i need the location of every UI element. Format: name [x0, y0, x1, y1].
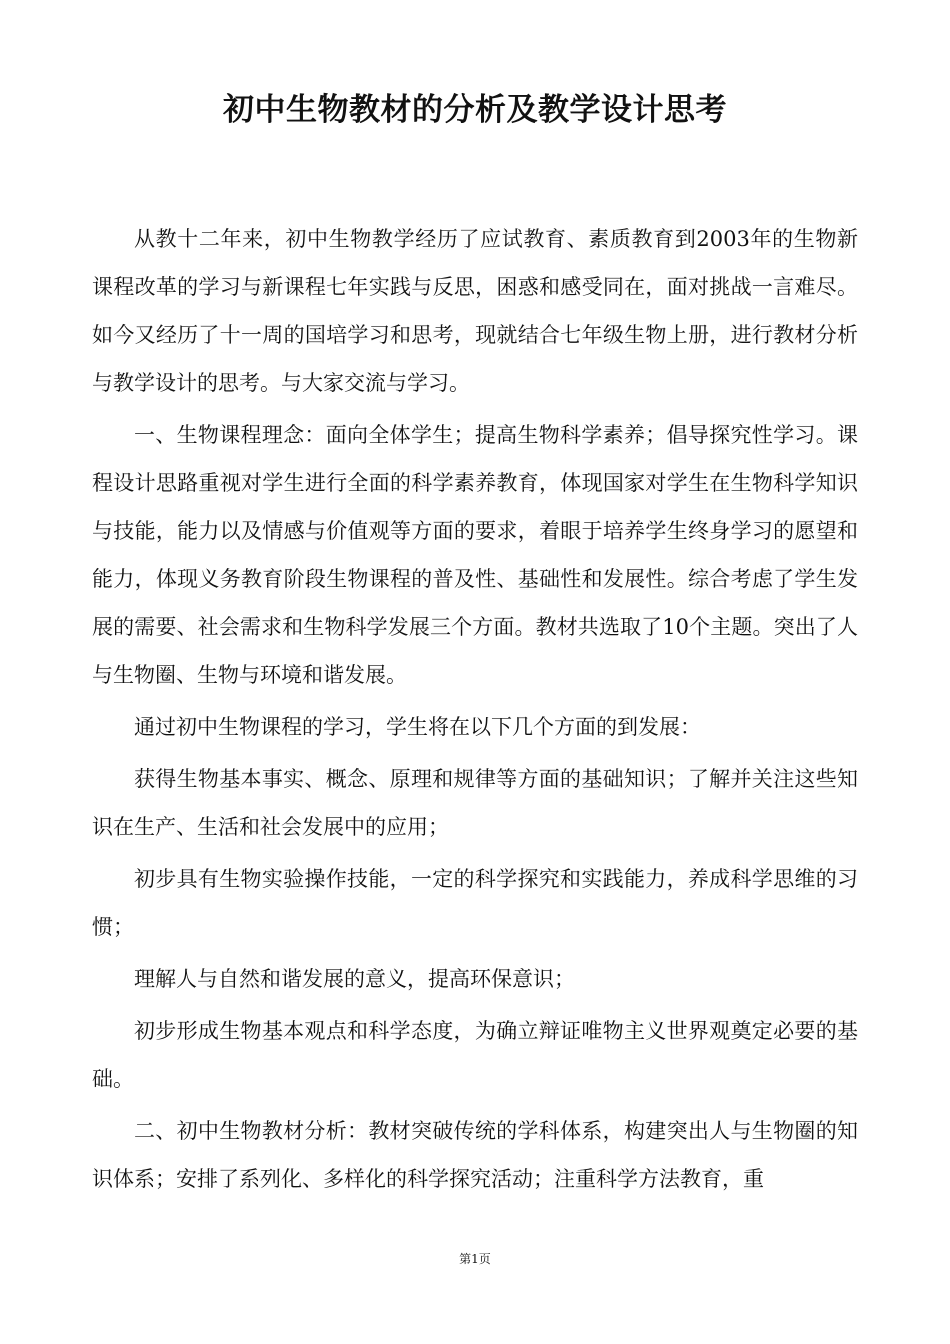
paragraph-environment-goal: 理解人与自然和谐发展的意义，提高环保意识；: [134, 967, 575, 991]
document-title: 初中生物教材的分析及教学设计思考: [223, 92, 727, 128]
page-number: 第1页: [459, 1252, 491, 1266]
paragraph-attitude-goal: 初步形成生物基本观点和科学态度，为确立辩证唯物主义世界观奠定必要的基础。: [92, 1019, 858, 1091]
paragraph-knowledge-goal: 获得生物基本事实、概念、原理和规律等方面的基础知识；了解并关注这些知识在生产、生活和社会发展中的应用；: [92, 767, 858, 839]
document-body: [92, 215, 858, 1207]
paragraph-skills-goal: 初步具有生物实验操作技能，一定的科学探究和实践能力，养成科学思维的习惯；: [92, 867, 858, 939]
paragraph-course-concept: 一、生物课程理念：面向全体学生；提高生物科学素养；倡导探究性学习。课程设计思路重视对学生进行全面的科学素养教育，体现国家对学生在生物科学知识与技能，能力以及情感与价值观等方面的要求，着眼于培养学生终身学习的愿望和能力，体现义务教育阶段生物课程的普及性、基础性和发展性。综合考虑了学生发展的需要、社会需求和生物科学发展三个方面。教材共选取了10个主题。突出了人与生物圈、生物与环境和谐发展。: [92, 423, 858, 687]
paragraph-intro: 从教十二年来，初中生物教学经历了应试教育、素质教育到2003年的生物新课程改革的学习与新课程七年实践与反思，困惑和感受同在，面对挑战一言难尽。如今又经历了十一周的国培学习和思考，现就结合七年级生物上册，进行教材分析与教学设计的思考。与大家交流与学习。: [92, 227, 858, 395]
paragraph-textbook-analysis: 二、初中生物教材分析：教材突破传统的学科体系，构建突出人与生物圈的知识体系；安排了系列化、多样化的科学探究活动；注重科学方法教育，重: [92, 1119, 858, 1191]
paragraph-development-intro: 通过初中生物课程的学习，学生将在以下几个方面的到发展：: [134, 715, 701, 739]
